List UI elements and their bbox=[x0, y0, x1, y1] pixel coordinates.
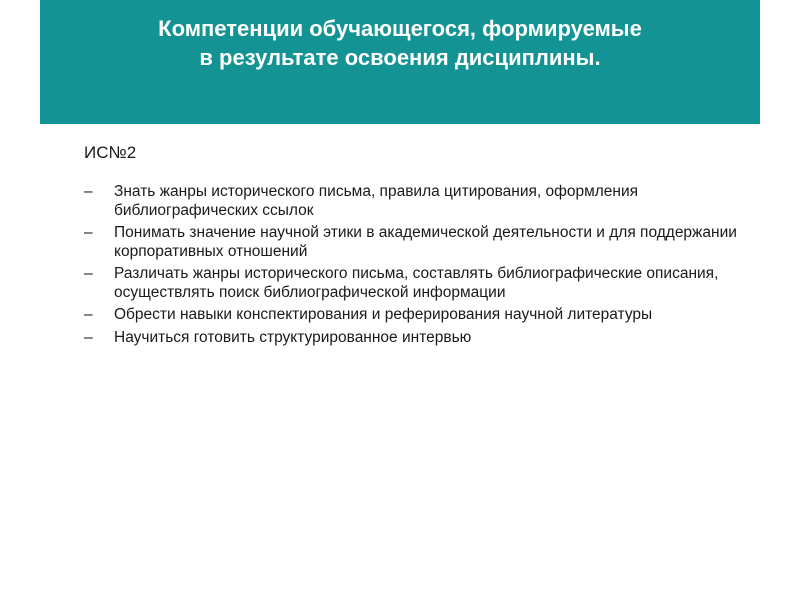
list-item bbox=[84, 265, 760, 302]
list-item-text: Различать жанры исторического письма, составлять библиографические описания, осуществлять поиск библиографической информации bbox=[114, 265, 719, 301]
list-item-text: Знать жанры исторического письма, правила цитирования, оформления библиографических ссылок bbox=[114, 183, 639, 219]
dash-bullet: – bbox=[84, 328, 93, 346]
list-item bbox=[84, 183, 760, 220]
list-item bbox=[84, 306, 760, 325]
title-line-2: в результате освоения дисциплины. bbox=[199, 45, 601, 70]
list-item bbox=[84, 224, 760, 261]
competence-list bbox=[84, 183, 764, 347]
list-item-text: Научиться готовить структурированное интервью bbox=[114, 328, 472, 346]
dash-bullet: – bbox=[84, 183, 93, 200]
slide-content bbox=[84, 142, 764, 351]
title-line-1: Компетенции обучающегося, формируемые bbox=[158, 16, 642, 41]
list-item-text: Понимать значение научной этики в академической деятельности и для поддержании корпоративных отношений bbox=[114, 224, 737, 260]
list-item-text: Обрести навыки конспектирования и реферирования научной литературы bbox=[114, 306, 653, 323]
slide-title bbox=[40, 14, 760, 72]
dash-bullet: – bbox=[84, 224, 93, 241]
dash-bullet: – bbox=[84, 265, 93, 282]
dash-bullet: – bbox=[84, 306, 93, 323]
competence-code: ИС№2 bbox=[84, 143, 137, 162]
list-item bbox=[84, 329, 760, 348]
